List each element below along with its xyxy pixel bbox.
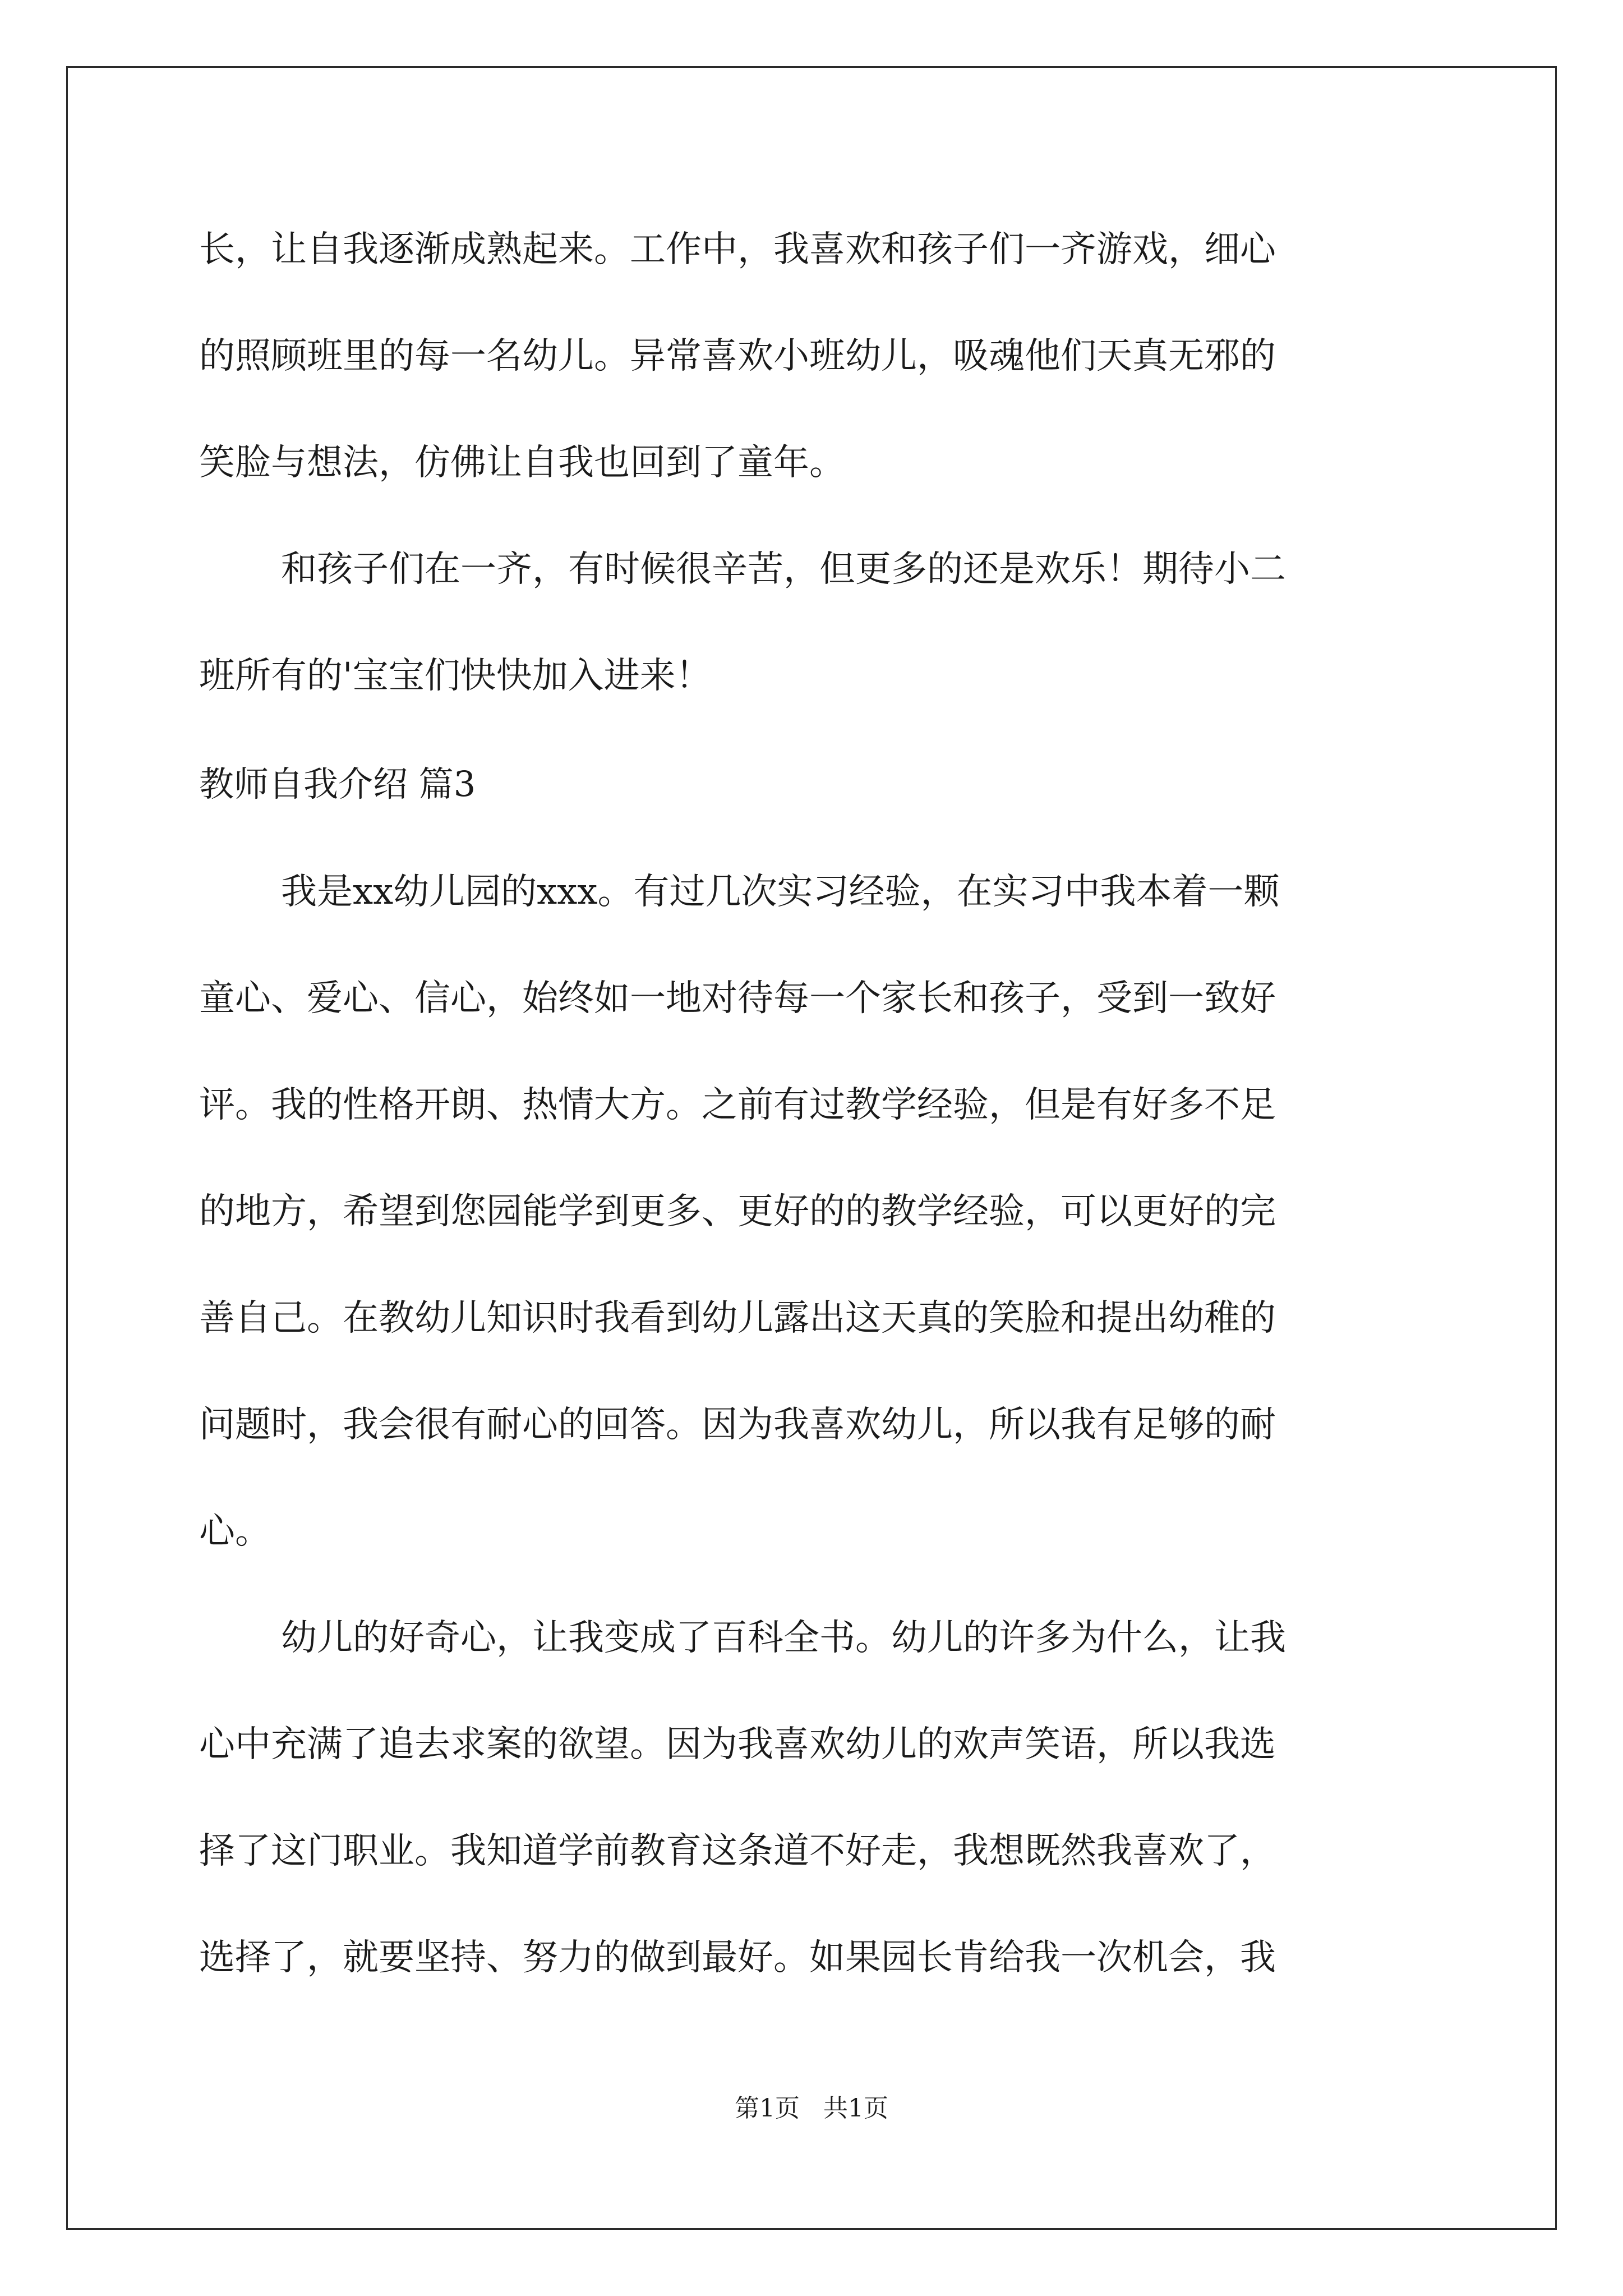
text-line: 心。 — [199, 1511, 271, 1552]
text-line: 的地方，希望到您园能学到更多、更好的的教学经验，可以更好的完 — [199, 1191, 1276, 1232]
paragraph-first-line: 和孩子们在一齐，有时候很辛苦，但更多的还是欢乐！期待小二 — [281, 549, 1286, 590]
text-line: 心中充满了追去求案的欲望。因为我喜欢幼儿的欢声笑语，所以我选 — [199, 1724, 1276, 1765]
text-line: 选择了，就要坚持、努力的做到最好。如果园长肯给我一次机会，我 — [199, 1937, 1276, 1978]
section-heading: 教师自我介绍 篇3 — [199, 763, 476, 804]
text-line: 童心、爱心、信心，始终如一地对待每一个家长和孩子，受到一致好 — [199, 978, 1276, 1019]
page-footer: 第1页 共1页 — [735, 2094, 888, 2123]
text-line: 长，让自我逐渐成熟起来。工作中，我喜欢和孩子们一齐游戏，细心 — [199, 229, 1276, 270]
page-border — [66, 66, 1557, 2230]
text-line: 善自己。在教幼儿知识时我看到幼儿露出这天真的笑脸和提出幼稚的 — [199, 1297, 1276, 1339]
text-line: 评。我的性格开朗、热情大方。之前有过教学经验，但是有好多不足 — [199, 1084, 1276, 1126]
paragraph-first-line: 我是xx幼儿园的xxx。有过几次实习经验，在实习中我本着一颗 — [281, 871, 1280, 913]
text-line: 班所有的'宝宝们快快加入进来！ — [199, 655, 712, 697]
text-line: 问题时，我会很有耐心的回答。因为我喜欢幼儿，所以我有足够的耐 — [199, 1404, 1276, 1446]
text-line: 笑脸与想法，仿佛让自我也回到了童年。 — [199, 442, 845, 484]
paragraph-first-line: 幼儿的好奇心，让我变成了百科全书。幼儿的许多为什么，让我 — [281, 1617, 1286, 1659]
text-line: 的照顾班里的每一名幼儿。异常喜欢小班幼儿，吸魂他们天真无邪的 — [199, 335, 1276, 377]
text-line: 择了这门职业。我知道学前教育这条道不好走，我想既然我喜欢了， — [199, 1830, 1276, 1872]
